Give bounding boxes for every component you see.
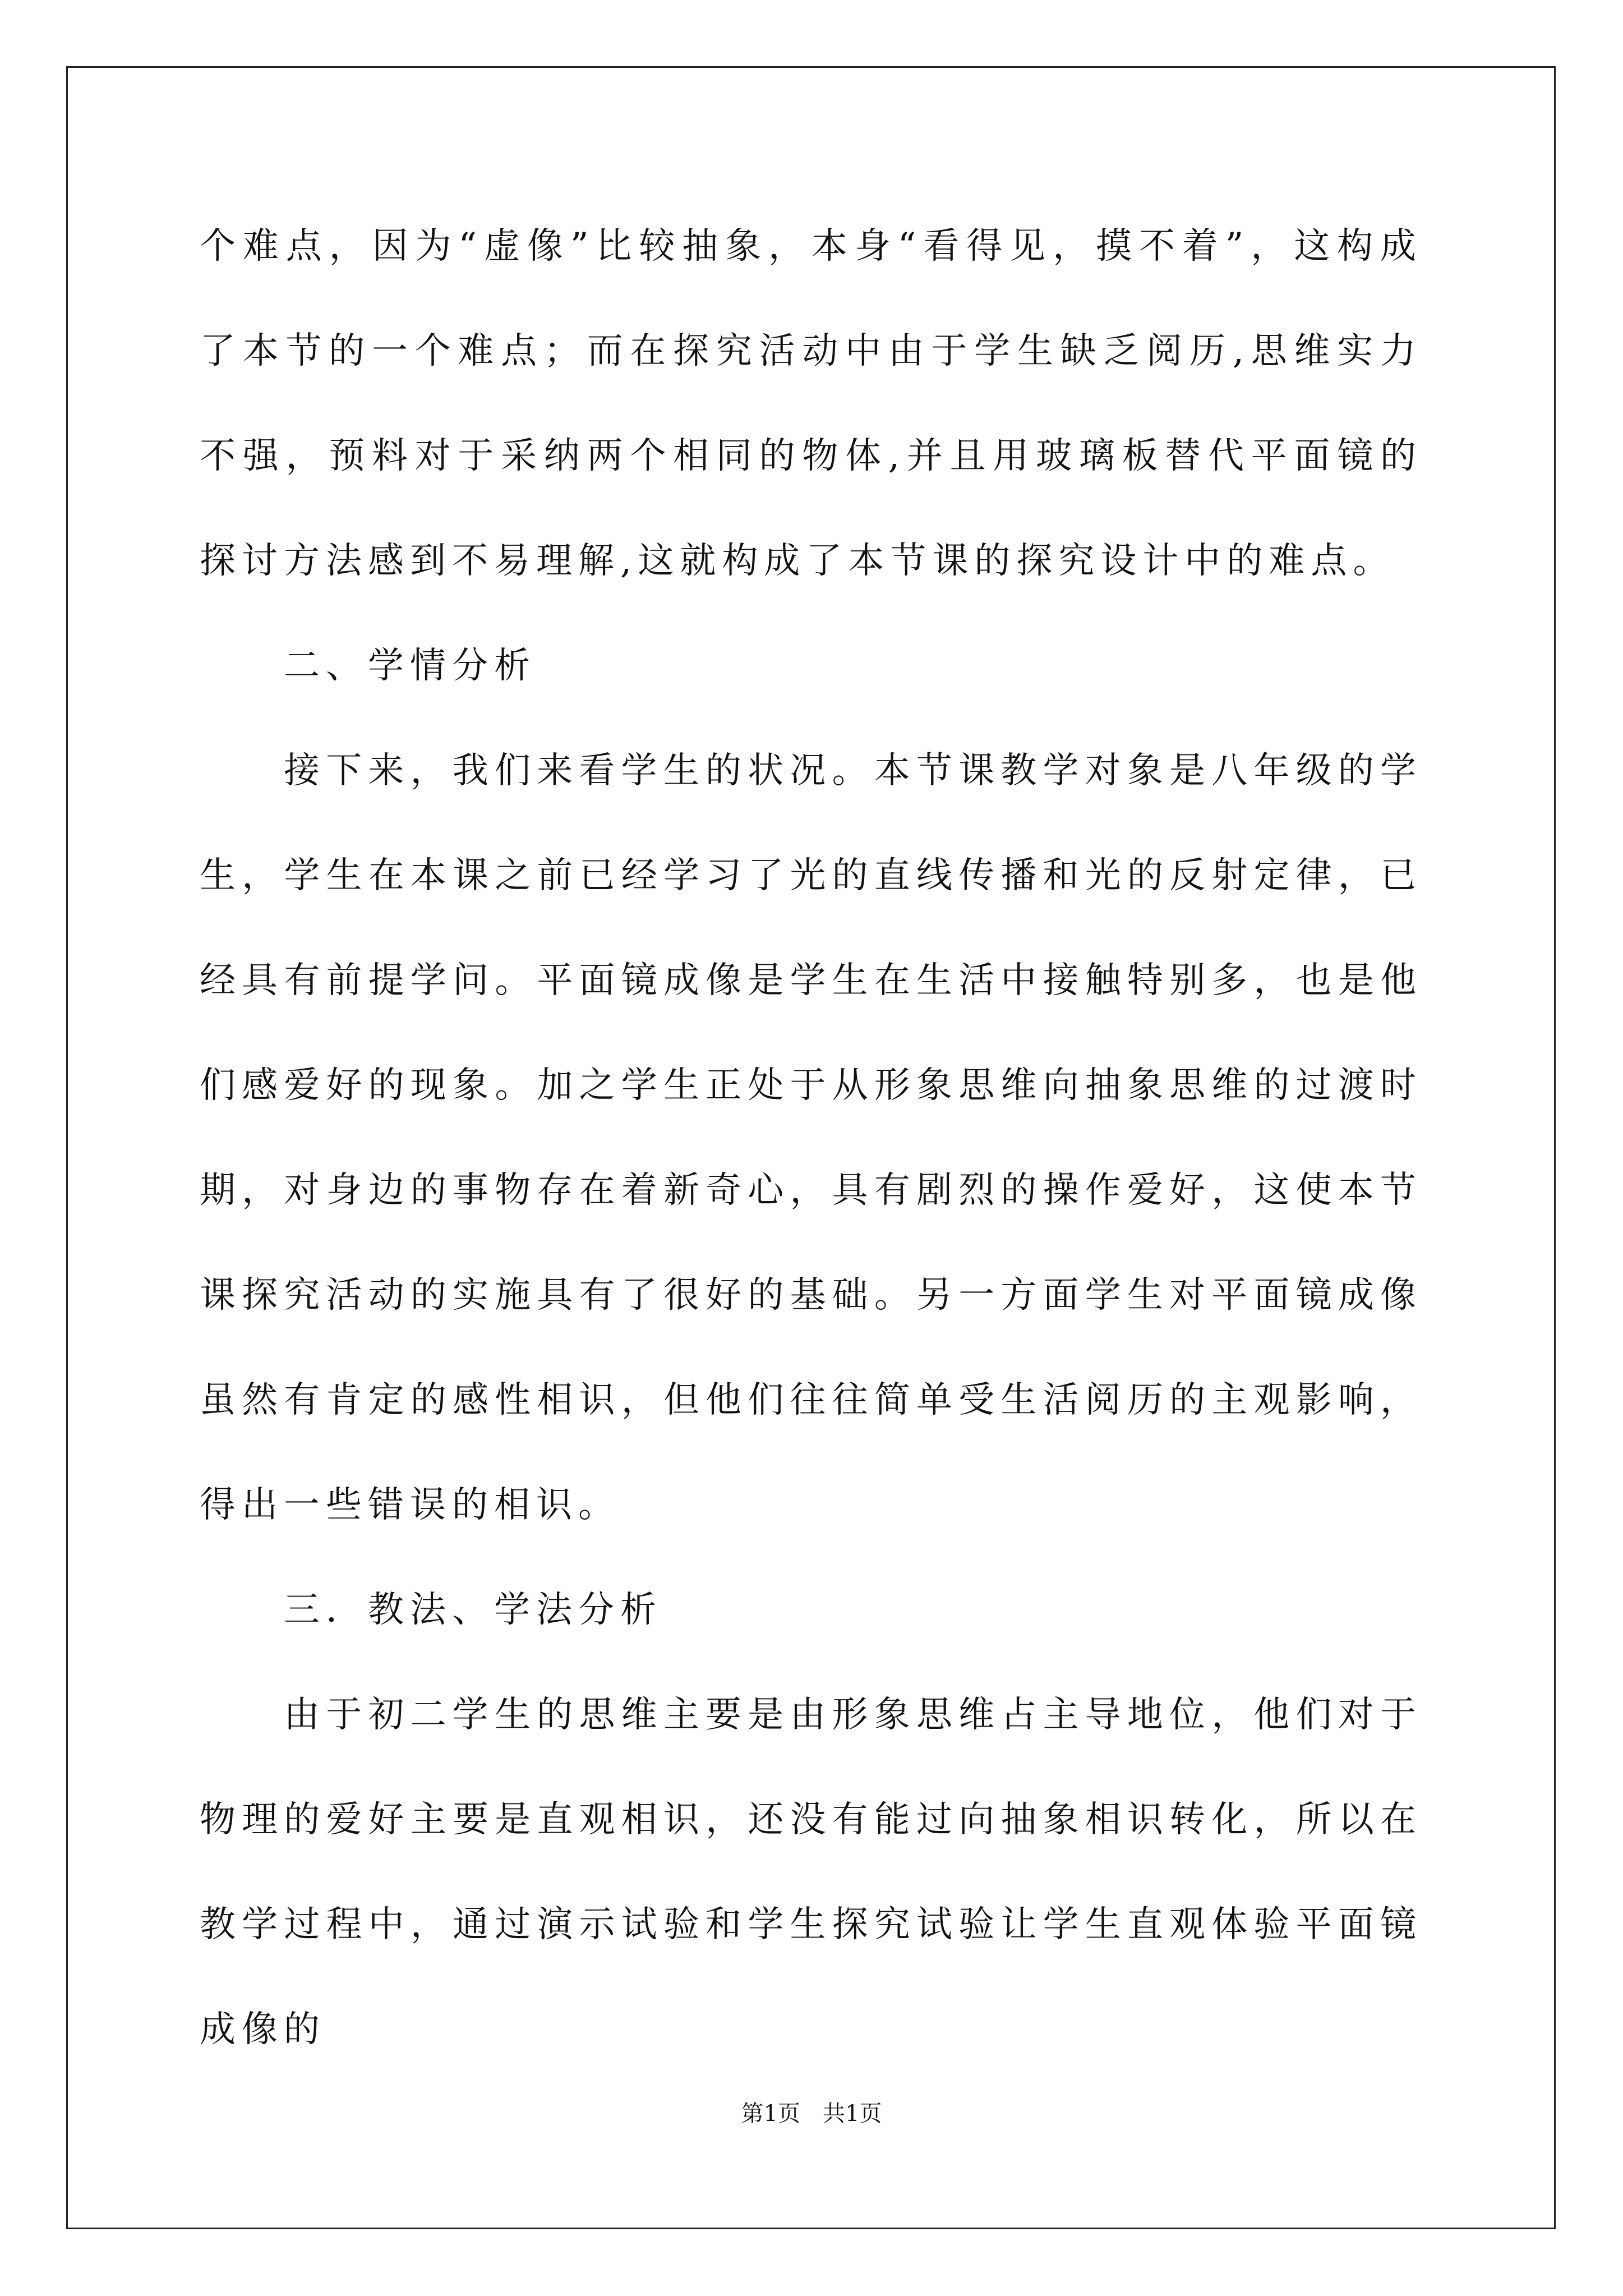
paragraph-learner-analysis: 接下来，我们来看学生的状况。本节课教学对象是八年级的学生，学生在本课之前已经学习了光的直线传播和光的反射定律，已经具有前提学问。平面镜成像是学生在生活中接触特别多，也是他们感爱好的现象。加之学生正处于从形象思维向抽象思维的过渡时期，对身边的事物存在着新奇心，具有剧烈的操作爱好，这使本节课探究活动的实施具有了很好的基础。另一方面学生对平面镜成像虽然有肯定的感性相识，但他们往往简单受生活阅历的主观影响，得出一些错误的相识。 [200,750,1422,1526]
section-heading-teaching-methods: 三．教法、学法分析 [284,1589,662,1631]
document-body [200,194,1422,2082]
section-heading-learner-analysis: 二、学情分析 [284,645,536,687]
paragraph-difficulty-continued: 个难点，因为“虚像”比较抽象，本身“看得见，摸不着”，这构成了本节的一个难点；而在探究活动中由于学生缺乏阅历,思维实力不强，预料对于采纳两个相同的物体,并且用玻璃板替代平面镜的探讨方法感到不易理解,这就构成了本节课的探究设计中的难点。 [200,226,1422,582]
page-footer: 第1页 共1页 [741,2101,882,2127]
paragraph-teaching-methods: 由于初二学生的思维主要是由形象思维占主导地位，他们对于物理的爱好主要是直观相识，还没有能过向抽象相识转化，所以在教学过程中，通过演示试验和学生探究试验让学生直观体验平面镜成像的 [200,1694,1422,2050]
